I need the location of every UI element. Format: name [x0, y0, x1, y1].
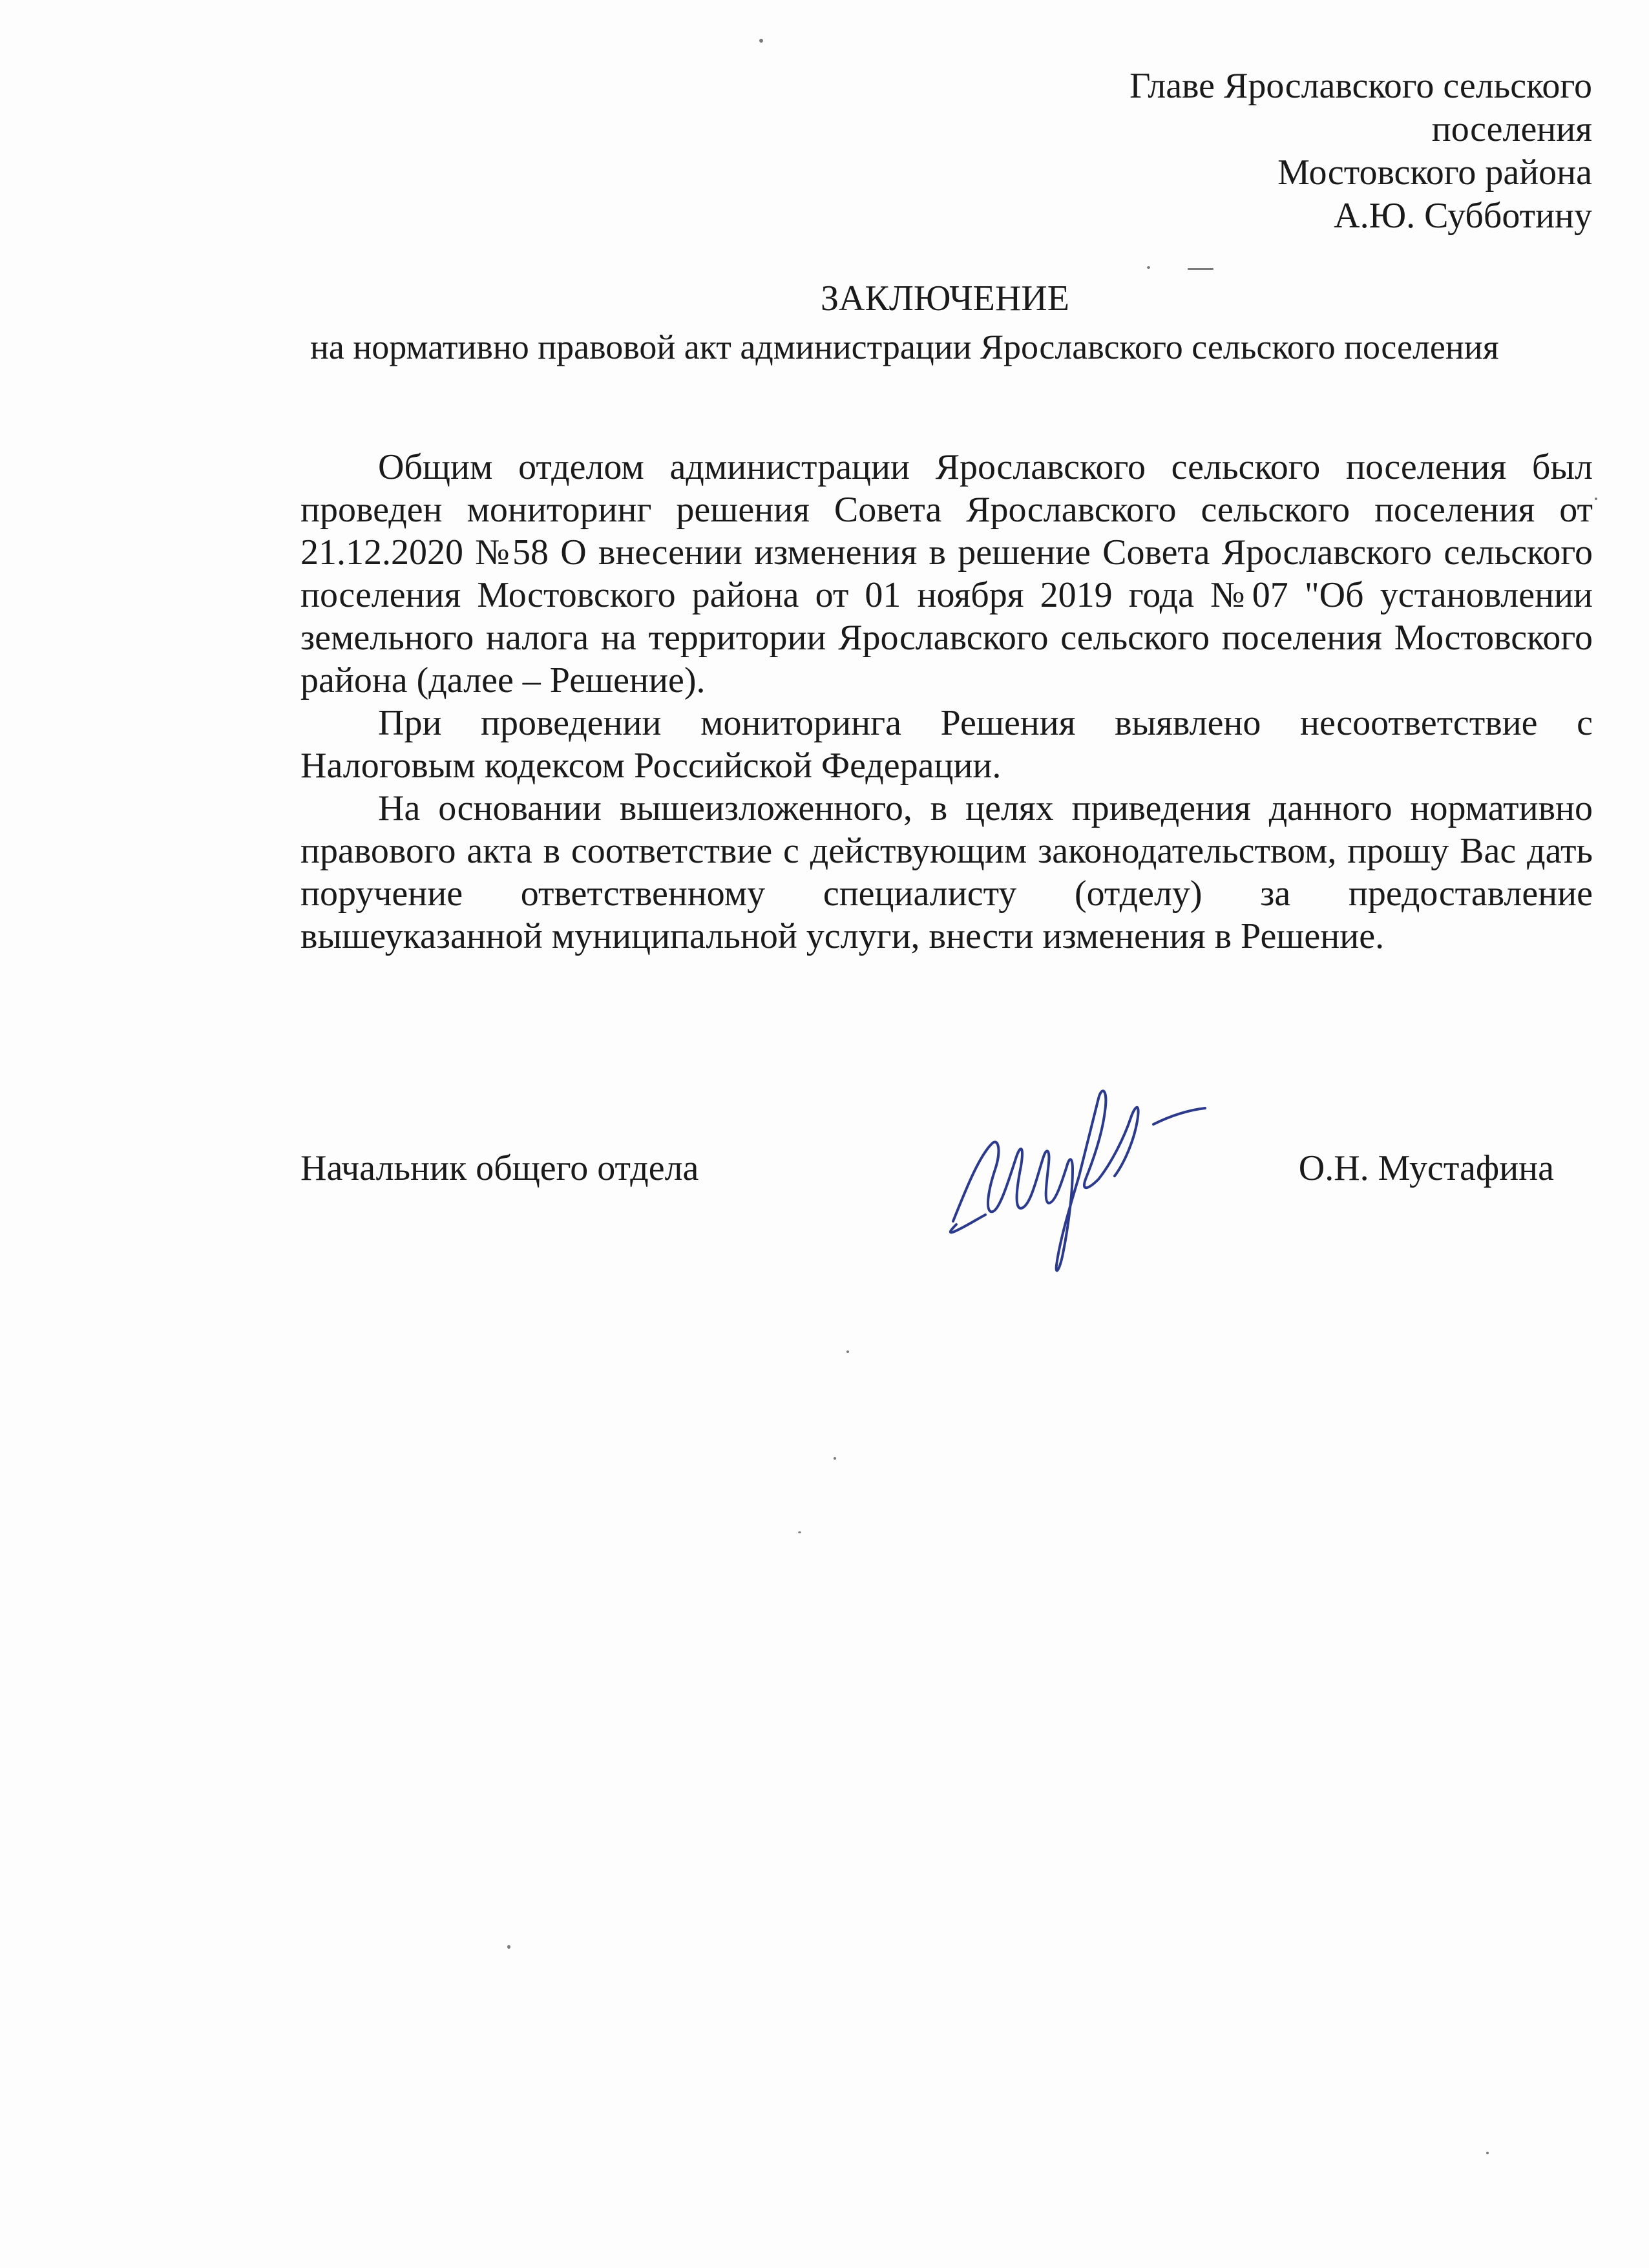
signature-stroke-flourish	[1153, 1108, 1205, 1124]
scan-speck	[834, 1457, 836, 1460]
signature-stroke-main	[953, 1091, 1139, 1270]
scan-speck	[507, 1945, 510, 1949]
scan-speck	[1595, 498, 1597, 500]
document-title: ЗАКЛЮЧЕНИЕ	[821, 278, 1069, 319]
body-paragraph-3: На основании вышеизложенного, в целях приведения данного нормативно правового акта в соответствие с действующим законодательством, прошу Вас дать поручение ответственному специалисту (отделу) за предоставление вышеуказанной муниципальной услуги, внести изменения в Решение.	[300, 788, 1593, 956]
body-paragraph-1: Общим отделом администрации Ярославского сельского поселения был проведен мониторинг решения Совета Ярославского сельского поселения от 21.12.2020 №58 О внесении изменения в решение Совета Ярославского сельского поселения Мостовского района от 01 ноября 2019 года №07 "Об установлении земельного налога на территории Ярославского сельского поселения Мостовского района (далее – Решение).	[300, 447, 1593, 700]
document-subtitle: на нормативно правовой акт администрации Ярославского сельского поселения	[310, 328, 1499, 366]
signer-name: О.Н. Мустафина	[1298, 1148, 1554, 1188]
document-body	[300, 446, 1593, 958]
scan-speck	[798, 1531, 801, 1533]
scan-speck	[1147, 266, 1150, 269]
signer-position: Начальник общего отдела	[300, 1148, 699, 1188]
addressee-line-4: А.Ю. Субботину	[1334, 196, 1592, 236]
addressee-line-2: поселения	[1431, 109, 1592, 149]
addressee-line-1: Главе Ярославского сельского	[1129, 66, 1592, 106]
addressee-block	[946, 65, 1592, 238]
addressee-line-3: Мостовского района	[1277, 152, 1592, 193]
scan-speck	[1486, 2152, 1489, 2154]
scan-speck	[1188, 268, 1213, 270]
scan-speck	[846, 1350, 849, 1353]
scan-speck	[759, 39, 763, 43]
body-paragraph-2: При проведении мониторинга Решения выявлено несоответствие с Налоговым кодексом Российской Федерации.	[300, 703, 1593, 786]
handwritten-signature	[940, 1060, 1212, 1279]
